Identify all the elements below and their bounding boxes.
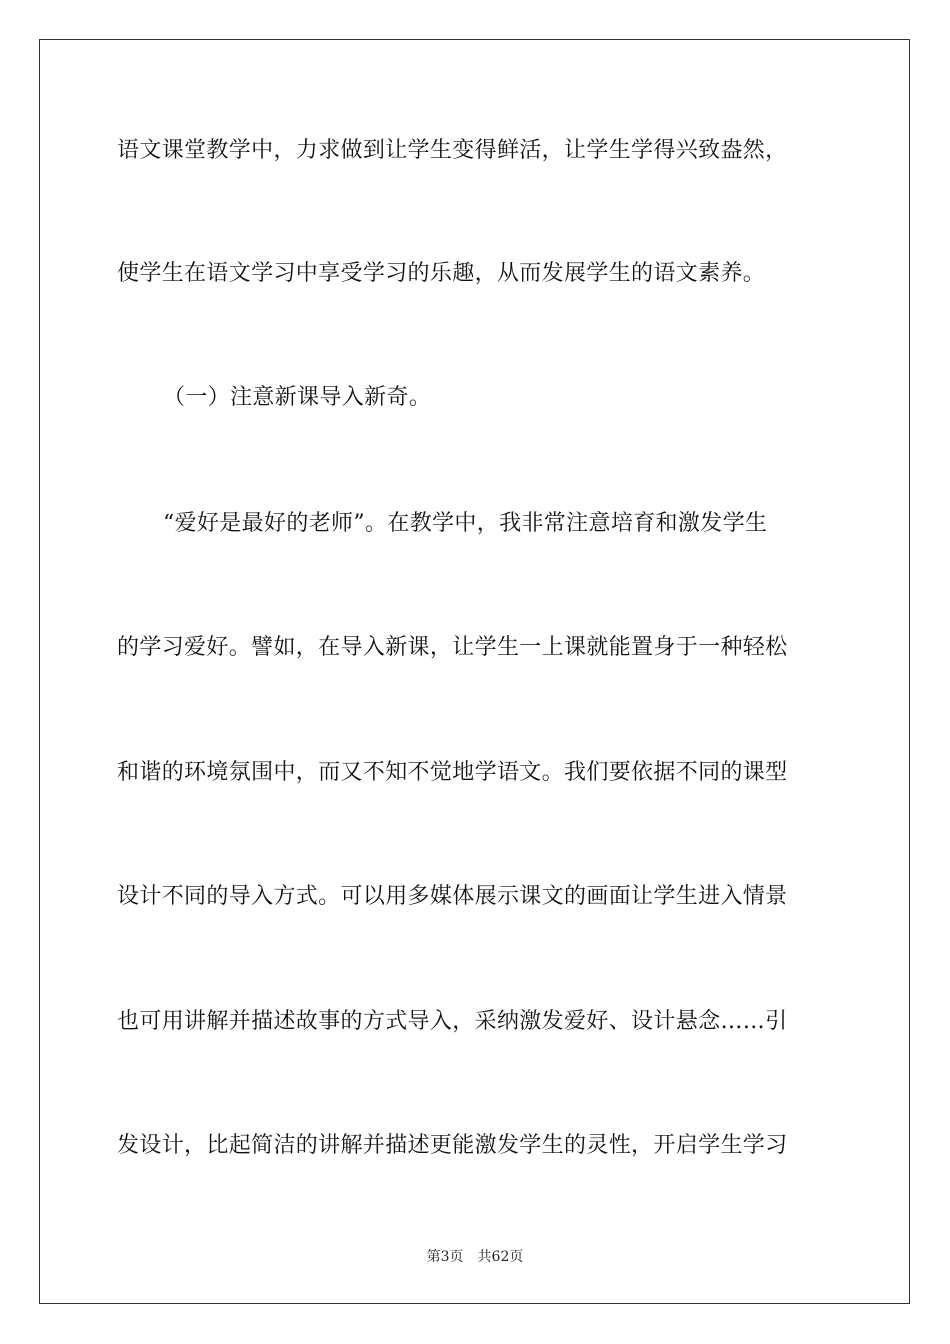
paragraph-line: 和谐的环境氛围中，而又不知不觉地学语文。我们要依据不同的课型 — [117, 760, 788, 785]
paragraph-line: 也可用讲解并描述故事的方式导入，采纳激发爱好、设计悬念……引 — [117, 1009, 788, 1034]
paragraph-line: 使学生在语文学习中享受学习的乐趣，从而发展学生的语文素养。 — [117, 261, 766, 286]
section-heading: （一）注意新课导入新奇。 — [163, 385, 432, 410]
paragraph-line: 发设计，比起简洁的讲解并描述更能激发学生的灵性，开启学生学习 — [117, 1133, 788, 1158]
page-number: 第3页 共62页 — [426, 1249, 524, 1265]
paragraph-line: 语文课堂教学中，力求做到让学生变得鲜活，让学生学得兴致盎然， — [117, 138, 788, 163]
paragraph-line: “爱好是最好的老师”。在教学中，我非常注意培育和激发学生 — [163, 511, 768, 536]
paragraph-line: 的学习爱好。譬如，在导入新课，让学生一上课就能置身于一种轻松 — [117, 635, 788, 660]
paragraph-line: 设计不同的导入方式。可以用多媒体展示课文的画面让学生进入情景 — [117, 884, 788, 909]
page-border — [39, 39, 910, 1304]
